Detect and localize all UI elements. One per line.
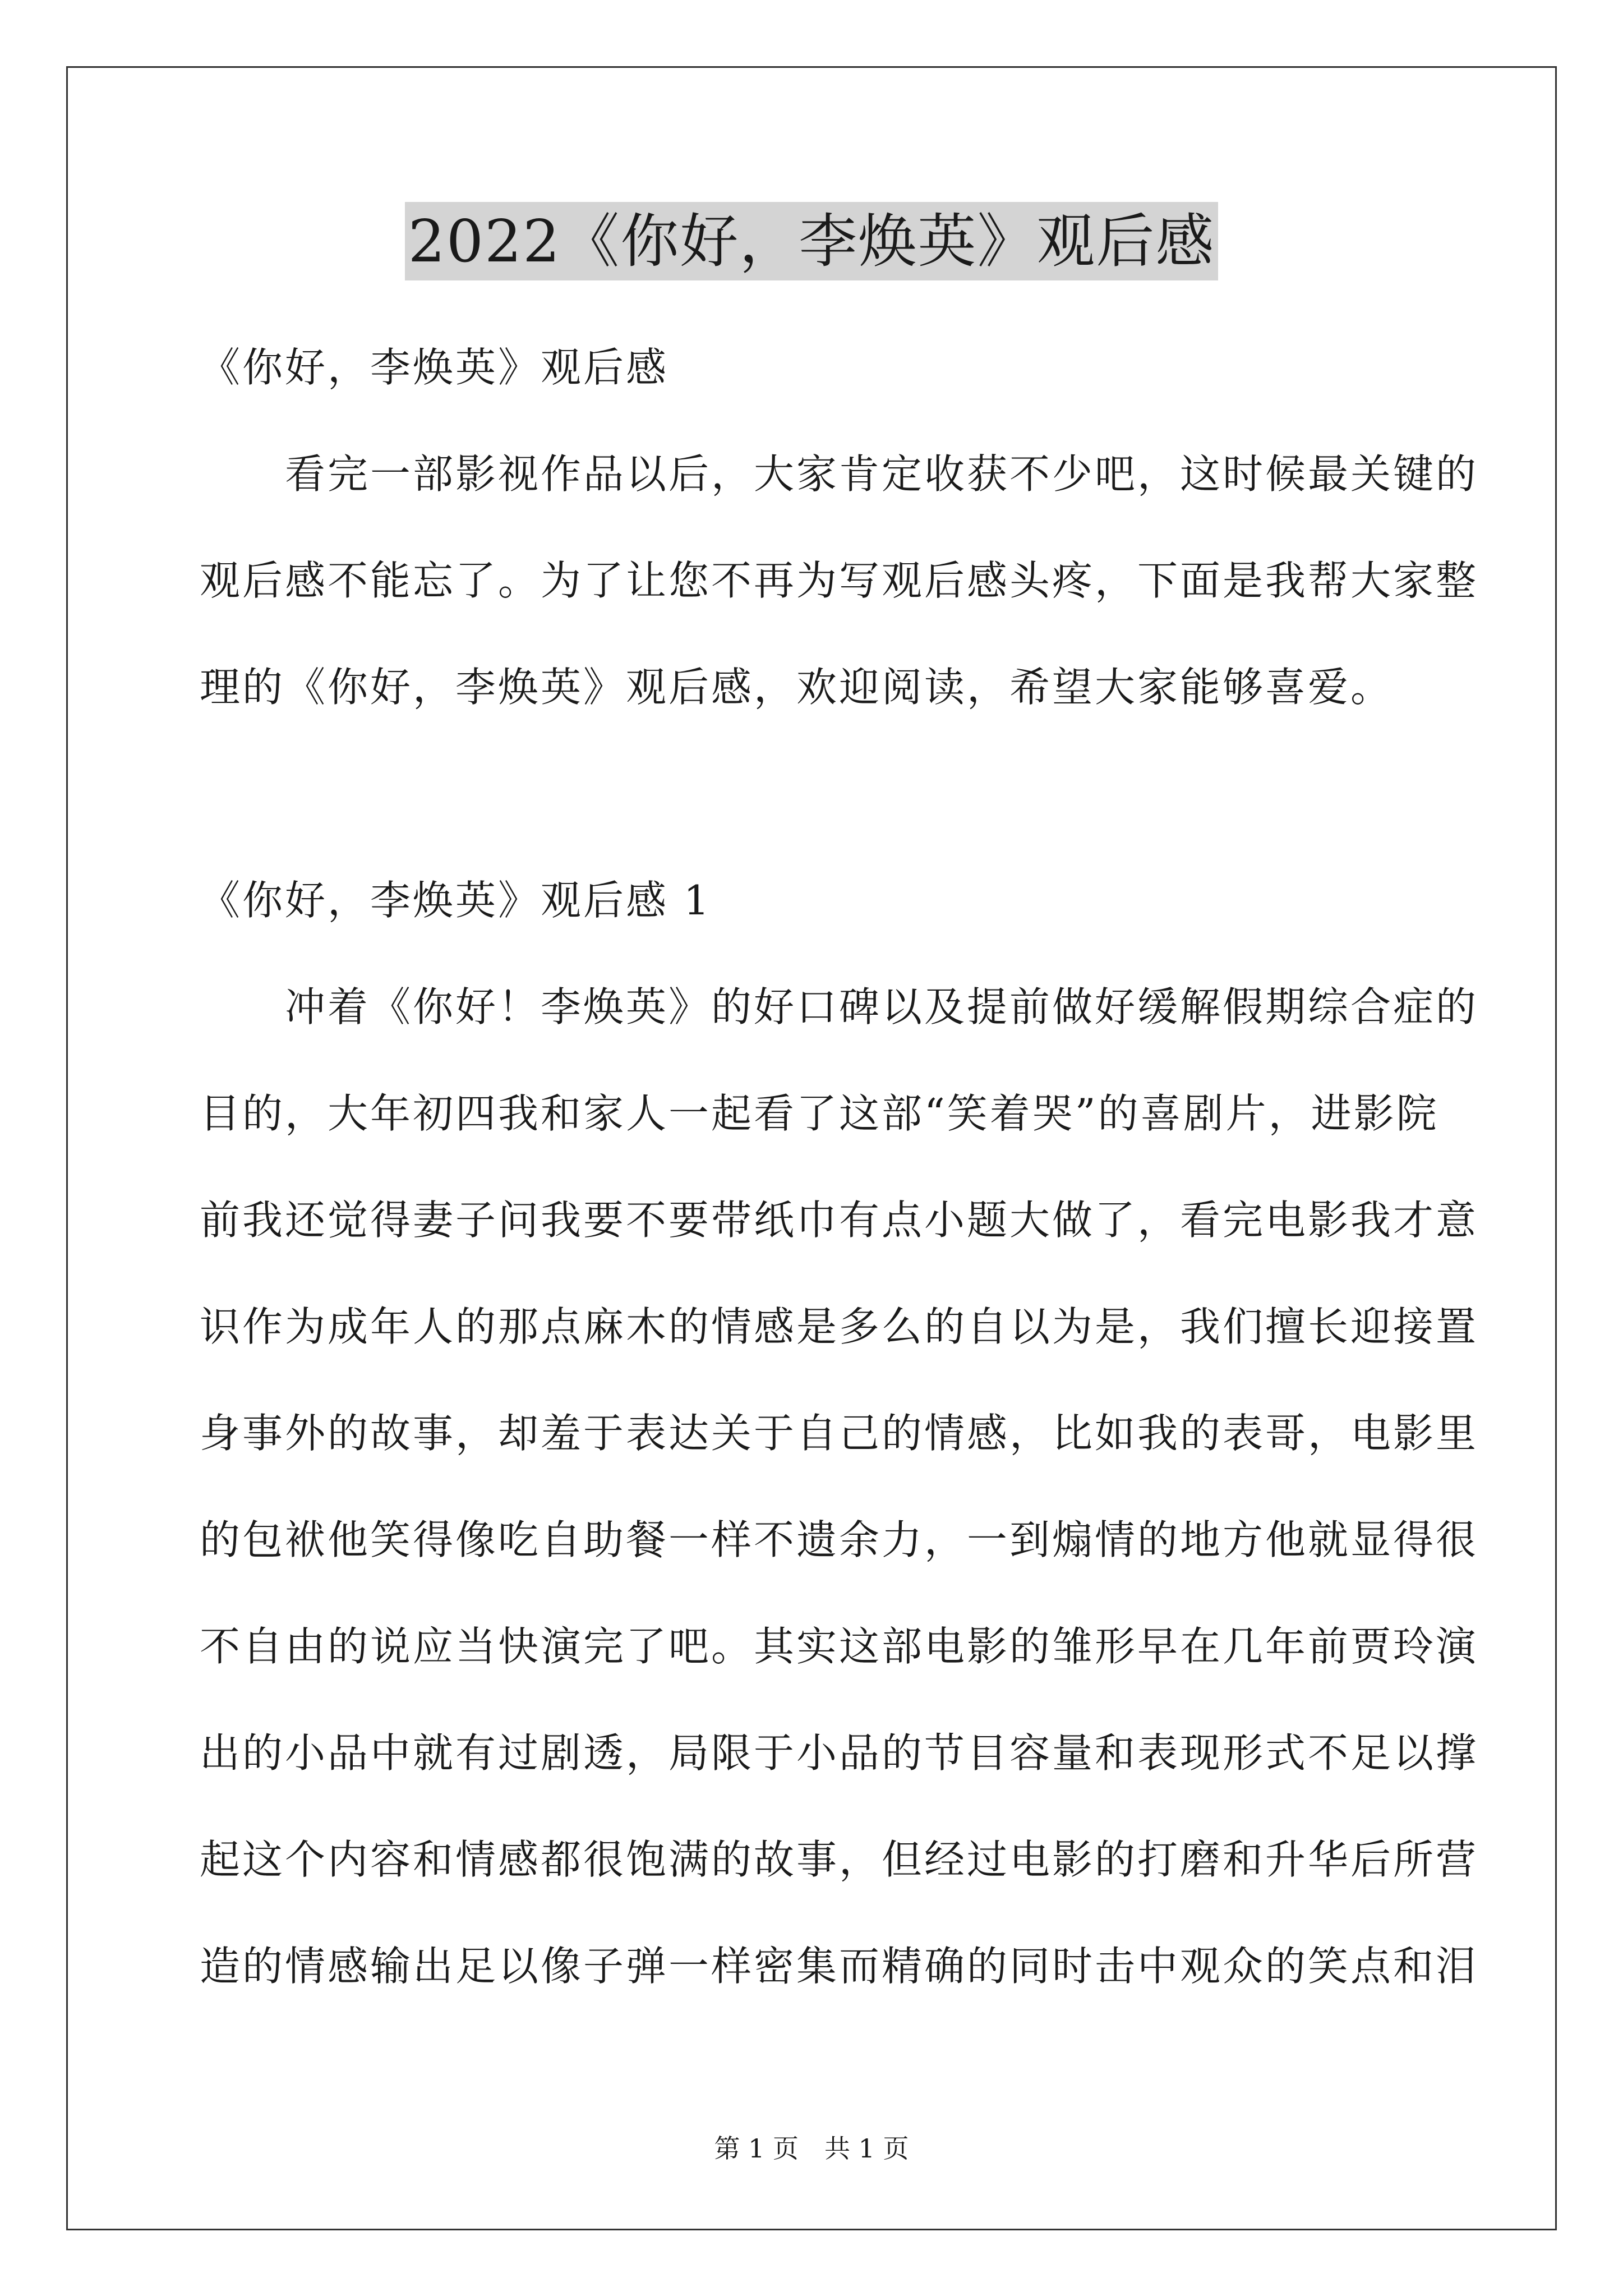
- body-line: 身事外的故事，却羞于表达关于自己的情感，比如我的表哥，电影里: [200, 1410, 1479, 1457]
- intro-line: 理的《你好，李焕英》观后感，欢迎阅读，希望大家能够喜爱。: [200, 664, 1394, 711]
- title-container: [0, 202, 1623, 280]
- intro-line: 看完一部影视作品以后，大家肯定收获不少吧，这时候最关键的: [200, 450, 1479, 498]
- body-line: 前我还觉得妻子问我要不要带纸巾有点小题大做了，看完电影我才意: [200, 1197, 1479, 1244]
- body-line: 不自由的说应当快演完了吧。其实这部电影的雏形早在几年前贾玲演: [200, 1623, 1479, 1670]
- body-line: 的包袱他笑得像吃自助餐一样不遗余力，一到煽情的地方他就显得很: [200, 1516, 1479, 1563]
- body-line: 造的情感输出足以像子弹一样密集而精确的同时击中观众的笑点和泪: [200, 1943, 1479, 1990]
- subtitle: 《你好，李焕英》观后感: [200, 344, 669, 391]
- body-line: 起这个内容和情感都很饱满的故事，但经过电影的打磨和升华后所营: [200, 1836, 1479, 1883]
- document-body: [200, 314, 1479, 2019]
- document-title: 2022《你好，李焕英》观后感: [405, 202, 1219, 280]
- body-line: 识作为成年人的那点麻木的情感是多么的自以为是，我们擅长迎接置: [200, 1303, 1479, 1350]
- body-line: 出的小品中就有过剧透，局限于小品的节目容量和表现形式不足以撑: [200, 1729, 1479, 1777]
- paragraph-gap: [200, 740, 1428, 847]
- body-line: 目的，大年初四我和家人一起看了这部“笑着哭”的喜剧片，进影院: [200, 1090, 1439, 1137]
- body-line: 冲着《你好！李焕英》的好口碑以及提前做好缓解假期综合症的: [200, 983, 1479, 1030]
- page-footer: 第 1 页 共 1 页: [714, 2133, 909, 2164]
- intro-line: 观后感不能忘了。为了让您不再为写观后感头疼，下面是我帮大家整: [200, 557, 1479, 604]
- section-heading: 《你好，李焕英》观后感 1: [200, 877, 712, 924]
